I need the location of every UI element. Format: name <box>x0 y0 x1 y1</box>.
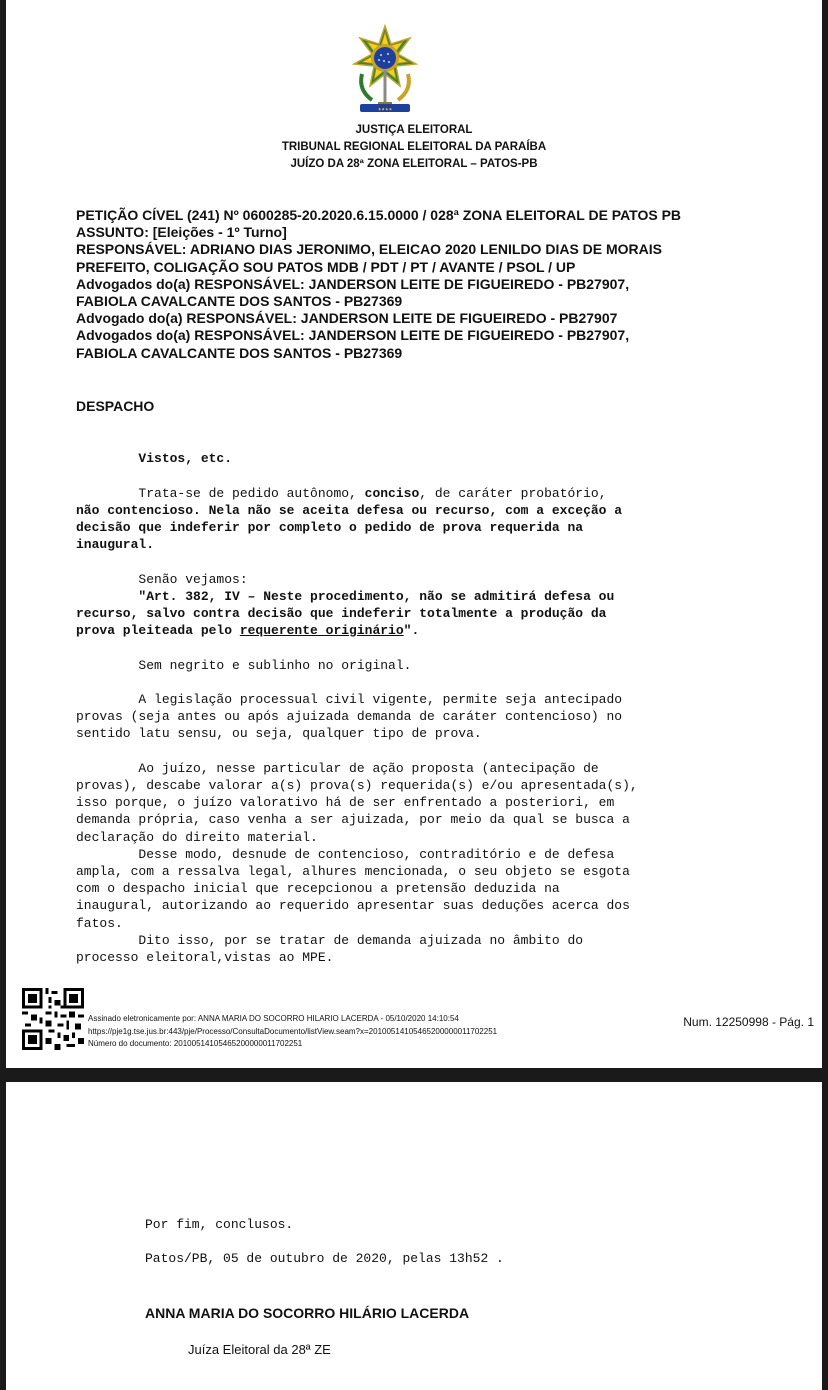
case-info-block <box>76 207 796 362</box>
document-page-2 <box>6 1082 822 1390</box>
paragraph-line: sentido latu sensu, ou seja, qualquer tipo de prova. <box>76 726 482 742</box>
svg-text:★★★★: ★★★★ <box>377 106 393 112</box>
paragraph-line: inaugural. <box>76 537 155 553</box>
paragraph-line: Dito isso, por se tratar de demanda ajuizada no âmbito do <box>76 932 584 948</box>
case-info-line: PETIÇÃO CÍVEL (241) Nº 0600285-20.2020.6.15.0000 / 028ª ZONA ELEITORAL DE PATOS PB <box>76 207 682 223</box>
court-header <box>6 122 822 173</box>
document-url-link[interactable]: https://pje1g.tse.jus.br:443/pje/Processo/ConsultaDocumento/listView.seam?x=20100514105465200000011702251 <box>88 1026 498 1036</box>
qr-code-icon[interactable] <box>22 988 84 1050</box>
quote-line: recurso, salvo contra decisão que indeferir totalmente a produção da <box>76 606 607 621</box>
paragraph-line: demanda própria, caso venha a ser ajuizada, por meio da qual se busca a <box>76 812 630 828</box>
case-info-line: Advogados do(a) RESPONSÁVEL: JANDERSON LEITE DE FIGUEIREDO - PB27907, <box>76 275 630 292</box>
conclusos-line: Por fim, conclusos. <box>145 1217 294 1232</box>
page-number: Num. 12250998 - Pág. 1 <box>683 1015 814 1029</box>
paragraph-line: provas), descabe valorar a(s) prova(s) requerida(s) e/ou apresentada(s), <box>76 777 638 793</box>
paragraph-line: Sem negrito e sublinho no original. <box>76 657 412 673</box>
case-info-line: RESPONSÁVEL: ADRIANO DIAS JERONIMO, ELEICAO 2020 LENILDO DIAS DE MORAIS <box>76 241 663 258</box>
paragraph-line: Senão vejamos: <box>76 571 248 587</box>
signed-by-line: Assinado eletronicamente por: ANNA MARIA DO SOCORRO HILARIO LACERDA - 05/10/2020 14:10:54 <box>88 1014 459 1023</box>
text-run: , de caráter probatório, <box>419 485 607 501</box>
place-date-line: Patos/PB, 05 de outubro de 2020, pelas 13h52 . <box>145 1251 504 1267</box>
paragraph-line: fatos. <box>76 915 123 931</box>
document-page-1 <box>6 0 822 1068</box>
case-info-line: PREFEITO, COLIGAÇÃO SOU PATOS MDB / PDT / PT / AVANTE / PSOL / UP <box>76 258 576 275</box>
paragraph-line: inaugural, autorizando ao requerido apresentar suas deduções acerca dos <box>76 898 630 914</box>
text-run: prova pleiteada pelo <box>76 623 240 639</box>
signer-role: Juíza Eleitoral da 28ª ZE <box>188 1342 331 1357</box>
despacho-body <box>76 433 776 1001</box>
underlined-text: requerente originário <box>239 623 404 639</box>
paragraph-line: provas (seja antes ou após ajuizada demanda de caráter contencioso) no <box>76 709 623 725</box>
text-run-bold: conciso <box>364 485 420 501</box>
paragraph-line: processo eleitoral,vistas ao MPE. <box>76 950 334 966</box>
signer-name: ANNA MARIA DO SOCORRO HILÁRIO LACERDA <box>145 1305 470 1321</box>
paragraph-line: ampla, com a ressalva legal, alhures mencionada, o seu objeto se esgota <box>76 864 630 879</box>
section-title: DESPACHO <box>76 398 155 414</box>
paragraph-line: com o despacho inicial que recepcionou a pretensão deduzida na <box>76 881 560 897</box>
paragraph-line: A legislação processual civil vigente, permite seja antecipado <box>76 691 623 707</box>
quote-line: "Art. 382, IV – Neste procedimento, não se admitirá defesa ou <box>76 588 615 604</box>
case-info-line: ASSUNTO: [Eleições - 1º Turno] <box>76 224 287 241</box>
paragraph-line: não contencioso. Nela não se aceita defesa ou recurso, com a exceção a <box>76 502 623 518</box>
paragraph-line: Desse modo, desnude de contencioso, contraditório e de defesa <box>76 846 615 862</box>
document-number-line: Número do documento: 20100514105465200000011702251 <box>88 1039 303 1048</box>
text-run: Trata-se de pedido autônomo, <box>76 485 365 501</box>
paragraph-line: decisão que indeferir por completo o pedido de prova requerida na <box>76 520 584 535</box>
header-line-1: JUSTIÇA ELEITORAL <box>355 124 473 136</box>
paragraph-line: Ao juízo, nesse particular de ação proposta (antecipação de <box>76 760 599 776</box>
coat-of-arms-icon <box>348 24 422 116</box>
case-info-line: Advogado do(a) RESPONSÁVEL: JANDERSON LEITE DE FIGUEIREDO - PB27907 <box>76 310 618 327</box>
electronic-signature-block <box>88 1013 497 1051</box>
vistos-line: Vistos, etc. <box>76 451 233 467</box>
paragraph-line: declaração do direito material. <box>76 829 318 845</box>
text-run: ". <box>403 623 420 639</box>
closing-text <box>145 1216 504 1268</box>
paragraph-line <box>76 485 776 502</box>
paragraph-line: isso porque, o juízo valorativo há de ser enfrentado a posteriori, em <box>76 795 615 811</box>
header-line-3: JUÍZO DA 28ª ZONA ELEITORAL – PATOS-PB <box>290 158 538 170</box>
case-info-line: Advogados do(a) RESPONSÁVEL: JANDERSON LEITE DE FIGUEIREDO - PB27907, <box>76 327 630 344</box>
case-info-line: FABIOLA CAVALCANTE DOS SANTOS - PB27369 <box>76 344 403 361</box>
case-info-line: FABIOLA CAVALCANTE DOS SANTOS - PB27369 <box>76 293 403 310</box>
quote-line <box>76 622 776 639</box>
header-line-2: TRIBUNAL REGIONAL ELEITORAL DA PARAÍBA <box>281 141 547 153</box>
